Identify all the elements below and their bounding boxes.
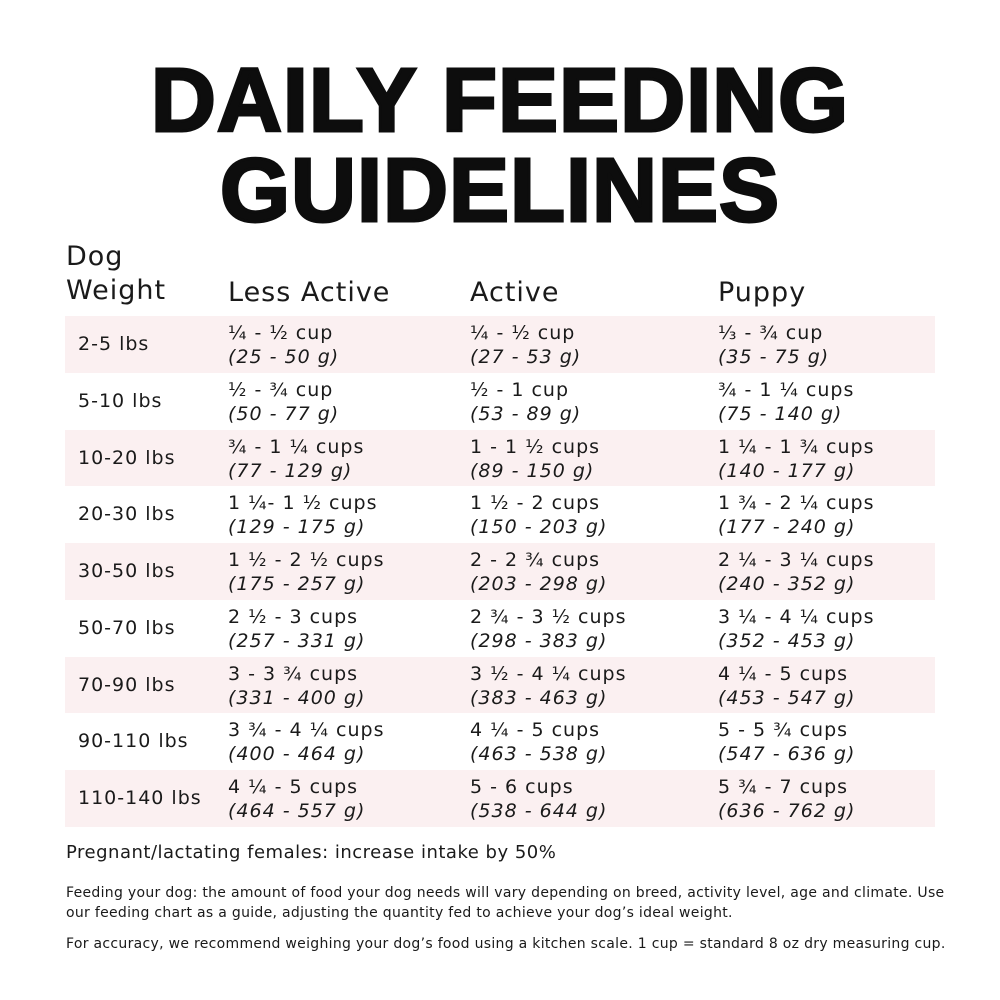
header-dog-weight xyxy=(66,240,216,308)
cups-value: 2 ¾ - 3 ½ cups xyxy=(470,605,627,628)
active-cell xyxy=(470,605,627,653)
cups-value: ¼ - ½ cup xyxy=(470,322,576,344)
less-active-cell xyxy=(228,662,365,710)
grams-value: (257 - 331 g) xyxy=(228,629,366,652)
cups-value: 3 ¾ - 4 ¼ cups xyxy=(228,719,385,742)
table-row xyxy=(65,430,935,487)
header-active: Active xyxy=(470,277,560,308)
weight-cell: 70-90 lbs xyxy=(78,673,176,696)
puppy-cell xyxy=(718,662,855,710)
grams-value: (547 - 636 g) xyxy=(718,743,856,766)
grams-value: (400 - 464 g) xyxy=(228,743,366,766)
active-cell xyxy=(470,321,581,369)
cups-value: 1 ¾ - 2 ¼ cups xyxy=(718,492,875,515)
cups-value: 1 ¼ - 1 ¾ cups xyxy=(718,435,875,458)
pregnancy-note: Pregnant/lactating females: increase intake by 50% xyxy=(66,842,557,863)
cups-value: 3 ¼ - 4 ¼ cups xyxy=(718,605,875,628)
active-cell xyxy=(470,548,607,596)
feeding-paragraph: Feeding your dog: the amount of food your dog needs will vary depending on breed, activity level, age and climate. Use our feeding chart as a guide, adjusting the quantity fed to achieve your dog’s ideal weight. xyxy=(66,885,945,921)
cups-value: 5 ¾ - 7 cups xyxy=(718,776,849,798)
table-row xyxy=(65,770,935,827)
grams-value: (50 - 77 g) xyxy=(228,402,340,425)
grams-value: (203 - 298 g) xyxy=(470,573,608,595)
cups-value: 2 ½ - 3 cups xyxy=(228,605,359,628)
weight-cell: 5-10 lbs xyxy=(78,389,163,412)
active-cell xyxy=(470,491,607,539)
accuracy-paragraph: For accuracy, we recommend weighing your dog’s food using a kitchen scale. 1 cup = standard 8 oz dry measuring cup. xyxy=(66,936,946,952)
cups-value: 1 ¼- 1 ½ cups xyxy=(228,492,378,515)
less-active-cell xyxy=(228,321,339,369)
grams-value: (53 - 89 g) xyxy=(470,402,582,425)
cups-value: ¾ - 1 ¼ cups xyxy=(228,435,365,458)
grams-value: (352 - 453 g) xyxy=(718,629,856,652)
weight-cell: 20-30 lbs xyxy=(78,503,176,526)
table-row xyxy=(65,600,935,657)
grams-value: (35 - 75 g) xyxy=(718,346,830,368)
grams-value: (175 - 257 g) xyxy=(228,573,366,595)
puppy-cell xyxy=(718,435,875,483)
puppy-cell xyxy=(718,321,829,369)
puppy-cell xyxy=(718,491,875,539)
grams-value: (298 - 383 g) xyxy=(470,629,608,652)
header-less-active: Less Active xyxy=(228,277,391,308)
weight-cell: 50-70 lbs xyxy=(78,616,176,639)
header-puppy: Puppy xyxy=(718,277,807,308)
header-dog-weight-line-1: Dog xyxy=(66,241,124,272)
weight-cell: 2-5 lbs xyxy=(78,333,150,355)
active-cell xyxy=(470,718,607,766)
cups-value: 2 - 2 ¾ cups xyxy=(470,549,601,571)
cups-value: 3 - 3 ¾ cups xyxy=(228,662,359,685)
cups-value: ¾ - 1 ¼ cups xyxy=(718,378,855,401)
weight-cell: 30-50 lbs xyxy=(78,560,176,582)
puppy-cell xyxy=(718,775,855,823)
weight-cell: 90-110 lbs xyxy=(78,730,189,753)
table-row xyxy=(65,713,935,770)
cups-value: ⅓ - ¾ cup xyxy=(718,322,824,344)
puppy-cell xyxy=(718,605,875,653)
puppy-cell xyxy=(718,548,875,596)
less-active-cell xyxy=(228,378,339,426)
puppy-cell xyxy=(718,378,854,426)
grams-value: (636 - 762 g) xyxy=(718,800,856,822)
active-cell xyxy=(470,662,627,710)
less-active-cell xyxy=(228,548,385,596)
cups-value: ½ - 1 cup xyxy=(470,378,570,401)
feeding-table xyxy=(65,316,935,827)
page-title-line-2: GUIDELINES xyxy=(219,141,781,241)
cups-value: 3 ½ - 4 ¼ cups xyxy=(470,662,627,685)
table-row xyxy=(65,486,935,543)
grams-value: (150 - 203 g) xyxy=(470,516,608,539)
grams-value: (463 - 538 g) xyxy=(470,743,608,766)
grams-value: (331 - 400 g) xyxy=(228,686,366,709)
less-active-cell xyxy=(228,718,385,766)
cups-value: 1 ½ - 2 ½ cups xyxy=(228,549,385,571)
cups-value: ½ - ¾ cup xyxy=(228,378,334,401)
cups-value: ¼ - ½ cup xyxy=(228,322,334,344)
cups-value: 5 - 5 ¾ cups xyxy=(718,719,849,742)
page-title-line-1: DAILY FEEDING xyxy=(150,51,850,151)
grams-value: (453 - 547 g) xyxy=(718,686,856,709)
cups-value: 4 ¼ - 5 cups xyxy=(470,719,601,742)
table-row xyxy=(65,543,935,600)
active-cell xyxy=(470,435,600,483)
grams-value: (89 - 150 g) xyxy=(470,459,595,482)
active-cell xyxy=(470,775,607,823)
grams-value: (25 - 50 g) xyxy=(228,346,340,368)
less-active-cell xyxy=(228,491,377,539)
grams-value: (538 - 644 g) xyxy=(470,800,608,822)
grams-value: (27 - 53 g) xyxy=(470,346,582,368)
cups-value: 5 - 6 cups xyxy=(470,776,574,798)
grams-value: (129 - 175 g) xyxy=(228,516,366,539)
cups-value: 4 ¼ - 5 cups xyxy=(718,662,849,685)
header-dog-weight-line-2: Weight xyxy=(66,275,167,306)
cups-value: 2 ¼ - 3 ¼ cups xyxy=(718,549,875,571)
grams-value: (140 - 177 g) xyxy=(718,459,856,482)
cups-value: 1 - 1 ½ cups xyxy=(470,435,601,458)
less-active-cell xyxy=(228,605,365,653)
grams-value: (240 - 352 g) xyxy=(718,573,856,595)
weight-cell: 110-140 lbs xyxy=(78,787,202,809)
table-row xyxy=(65,657,935,714)
grams-value: (177 - 240 g) xyxy=(718,516,856,539)
weight-cell: 10-20 lbs xyxy=(78,446,176,469)
table-row xyxy=(65,373,935,430)
cups-value: 4 ¼ - 5 cups xyxy=(228,776,359,798)
less-active-cell xyxy=(228,435,364,483)
grams-value: (77 - 129 g) xyxy=(228,459,353,482)
table-row xyxy=(65,316,935,373)
grams-value: (464 - 557 g) xyxy=(228,800,366,822)
puppy-cell xyxy=(718,718,855,766)
grams-value: (75 - 140 g) xyxy=(718,402,843,425)
active-cell xyxy=(470,378,581,426)
cups-value: 1 ½ - 2 cups xyxy=(470,492,601,515)
grams-value: (383 - 463 g) xyxy=(470,686,608,709)
less-active-cell xyxy=(228,775,365,823)
